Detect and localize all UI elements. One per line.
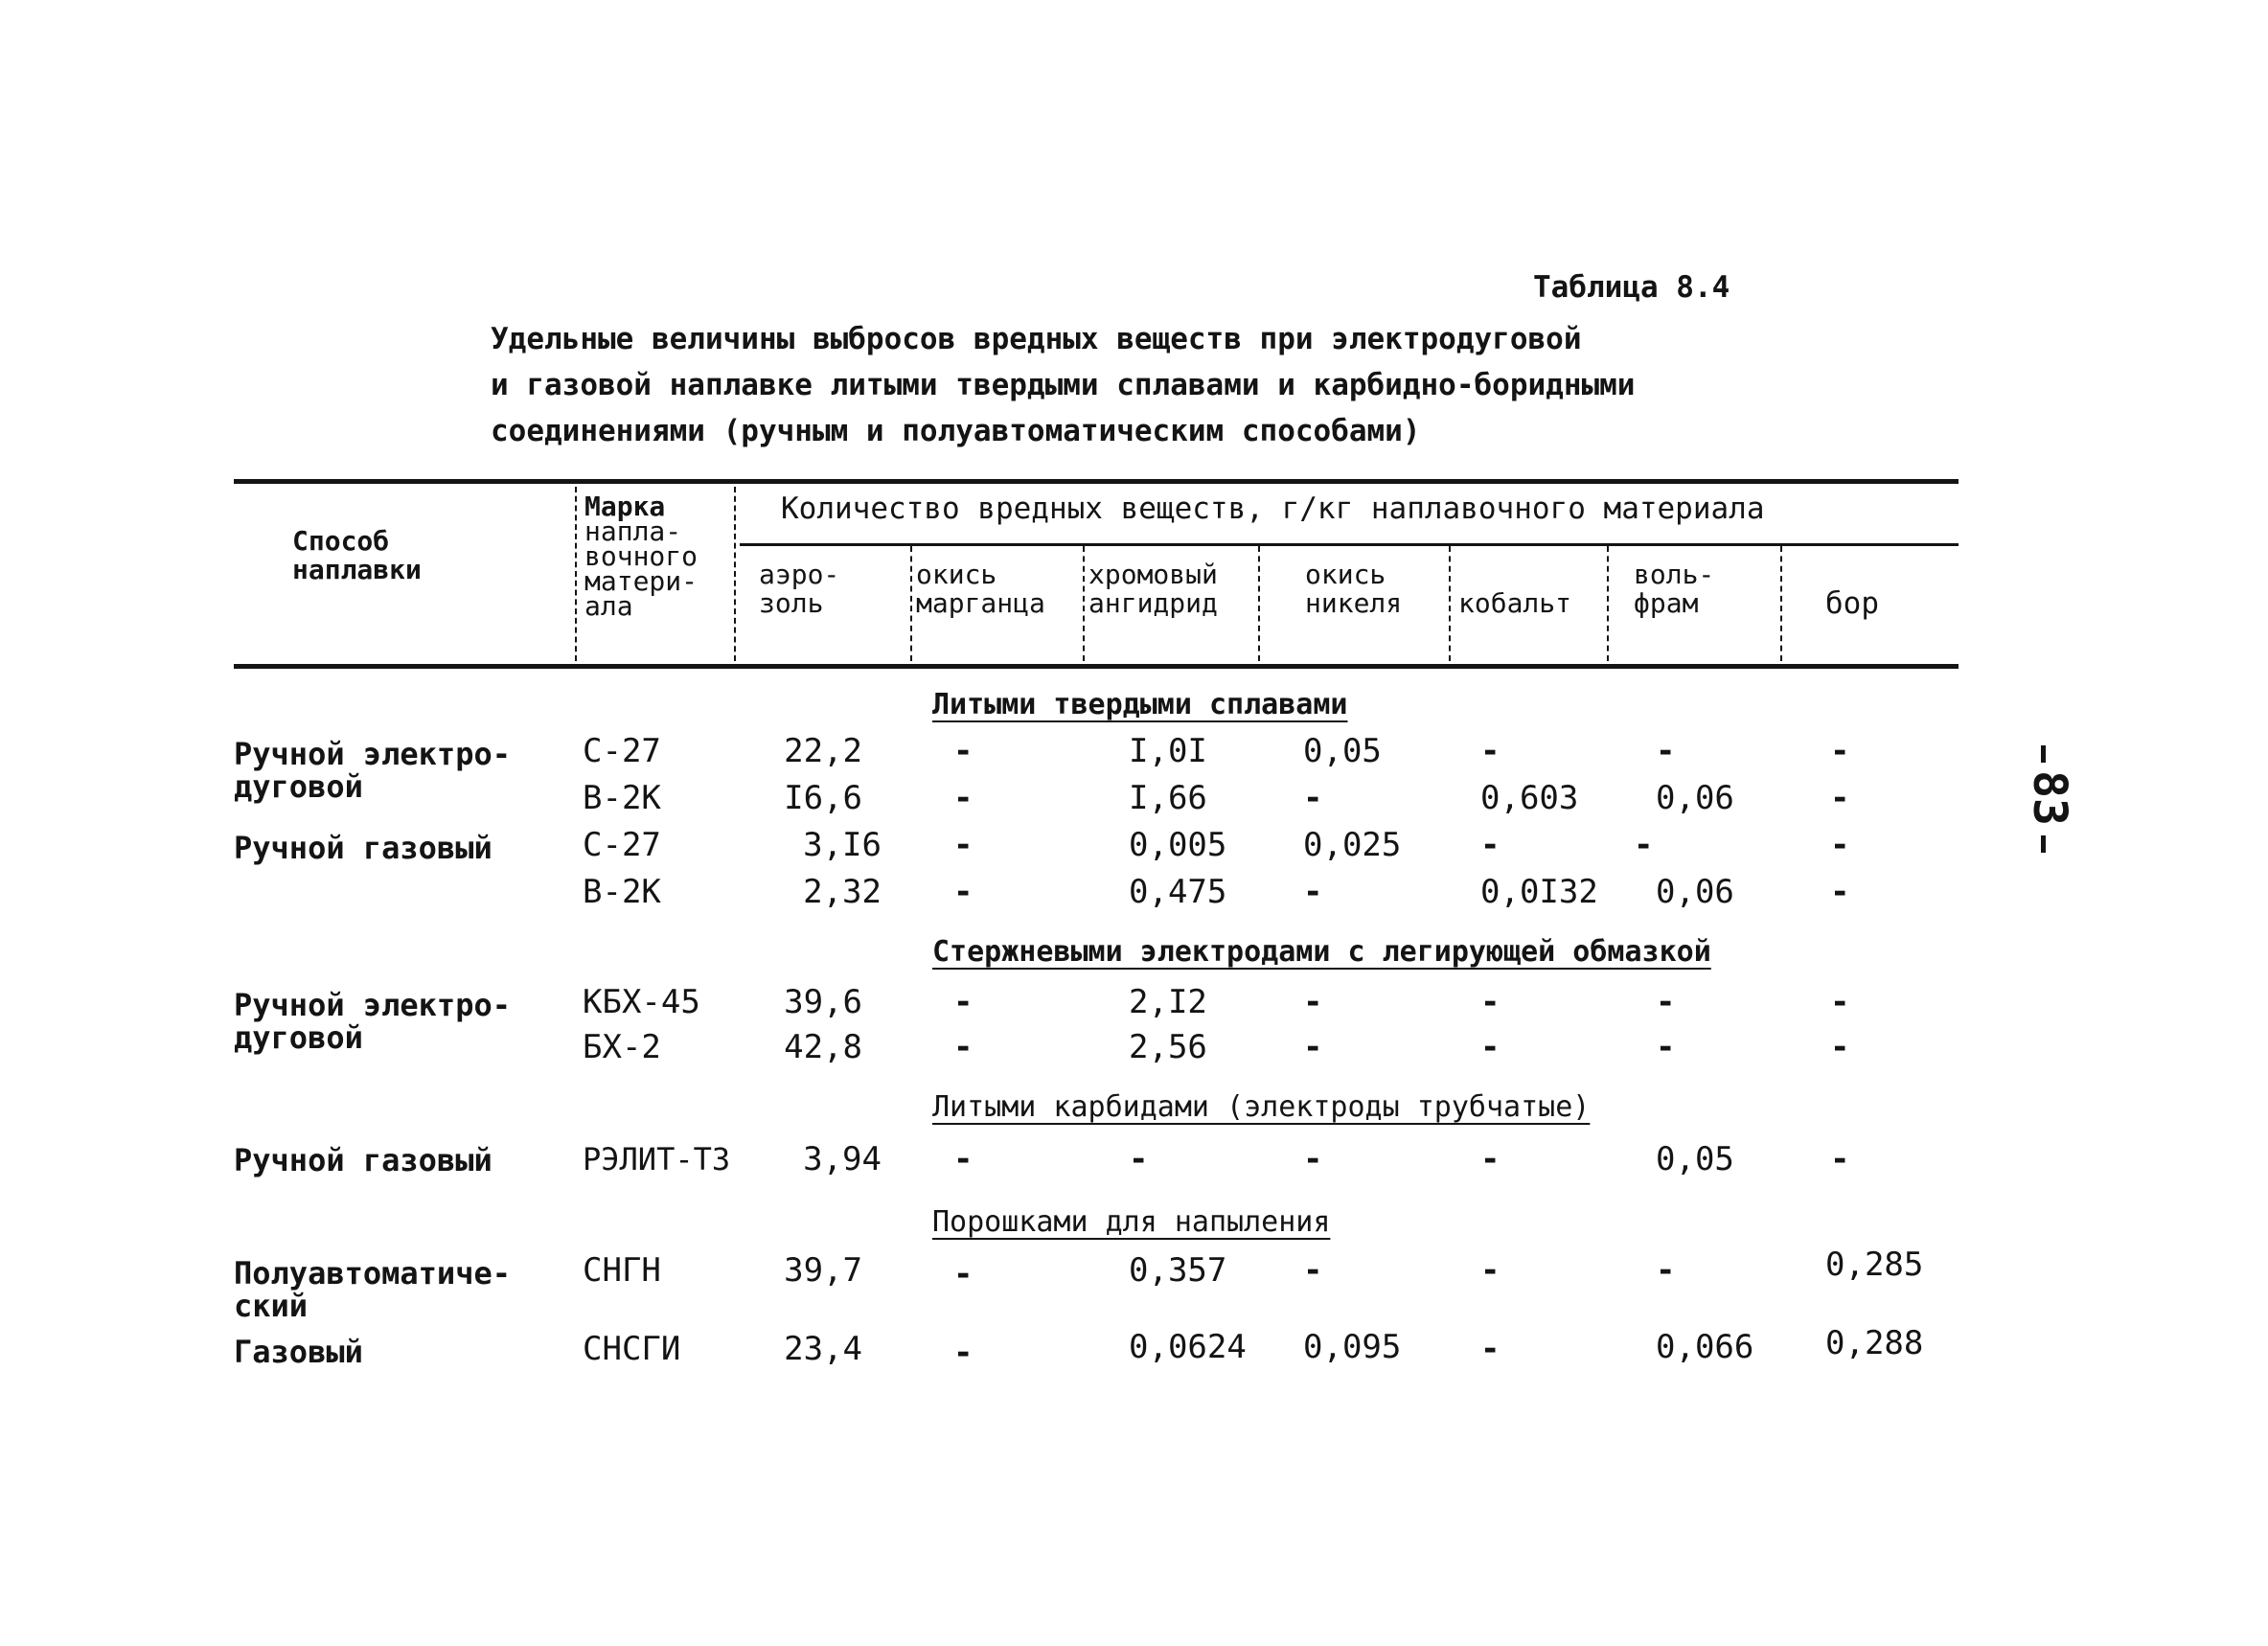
tungsten-cell: - [1656,1028,1676,1066]
aerosol-cell: 39,7 [784,1251,862,1290]
aerosol-cell: I6,6 [784,779,862,817]
nickel-cell: - [1303,873,1323,911]
grade-cell: В-2К [583,873,661,911]
header-aerosol: аэро- золь [759,559,840,619]
nickel-cell: - [1303,1251,1323,1290]
aerosol-cell: 23,4 [784,1330,862,1368]
aerosol-cell: 3,94 [803,1140,882,1178]
cobalt-cell: - [1480,1028,1501,1066]
chromium-cell: 2,I2 [1129,983,1207,1021]
manganese-cell: - [953,1334,974,1372]
page-number: 83 [2022,770,2076,826]
chromium-cell: 0,475 [1129,873,1227,911]
chromium-cell: I,0I [1129,732,1207,770]
col-separator [734,487,736,661]
header-nickel: окись никеля [1305,559,1403,619]
caption-line: Удельные величины выбросов вредных веществ при электродуговой [491,322,1582,356]
tungsten-cell: - [1656,1251,1676,1290]
method-label: Ручной газовый [234,830,493,866]
tungsten-cell: 0,06 [1656,779,1734,817]
method-label: Ручной электро- дуговой [234,736,511,805]
manganese-cell: - [953,873,974,911]
header-subdivider [740,543,1959,546]
col-separator [910,546,912,661]
manganese-cell: - [953,732,974,770]
tungsten-cell: 0,06 [1656,873,1734,911]
col-separator [1780,546,1782,661]
header-boron: бор [1825,586,1879,621]
page-number-tick [2041,745,2046,763]
cobalt-cell: - [1480,1140,1501,1178]
section-title: Литыми твердыми сплавами [932,688,1348,721]
aerosol-cell: 2,32 [803,873,882,911]
method-label: Ручной газовый [234,1142,493,1178]
nickel-cell: - [1303,983,1323,1021]
cobalt-cell: - [1480,983,1501,1021]
grade-cell: В-2К [583,779,661,817]
boron-cell: 0,288 [1825,1324,1924,1362]
grade-cell: БХ-2 [583,1028,661,1066]
manganese-cell: - [953,1028,974,1066]
aerosol-cell: 42,8 [784,1028,862,1066]
tungsten-cell: - [1656,732,1676,770]
aerosol-cell: 22,2 [784,732,862,770]
col-separator [1258,546,1260,661]
grade-cell: КБХ-45 [583,983,700,1021]
chromium-cell: I,66 [1129,779,1207,817]
grade-cell: С-27 [583,826,661,864]
cobalt-cell: 0,603 [1480,779,1579,817]
tungsten-cell: 0,05 [1656,1140,1734,1178]
cobalt-cell: - [1480,826,1501,864]
caption-line: и газовой наплавке литыми твердыми сплавами и карбидно-боридными [491,368,1636,402]
aerosol-cell: 39,6 [784,983,862,1021]
header-cobalt: кобальт [1458,587,1572,619]
tungsten-cell: - [1634,826,1654,864]
manganese-cell: - [953,1140,974,1178]
header-chromium: хромовый ангидрид [1088,559,1218,619]
tungsten-cell: - [1656,983,1676,1021]
section-title: Порошками для напыления [932,1205,1331,1239]
header-tungsten: воль- фрам [1634,559,1715,619]
col-separator [575,487,577,661]
manganese-cell: - [953,826,974,864]
page-number-tick [2041,835,2046,853]
grade-cell: РЭЛИТ-ТЗ [583,1141,731,1177]
chromium-cell: 2,56 [1129,1028,1207,1066]
header-grade: Марка напла- вочного матери- ала [584,491,699,622]
nickel-cell: 0,095 [1303,1328,1402,1366]
chromium-cell: 0,357 [1129,1251,1227,1290]
caption-line: соединениями (ручным и полуавтоматическим способами) [491,414,1421,448]
manganese-cell: - [953,1255,974,1293]
table-number: Таблица 8.4 [1533,270,1730,305]
chromium-cell: 0,0624 [1129,1328,1247,1366]
col-separator [1607,546,1609,661]
boron-cell: - [1830,1028,1850,1066]
section-title: Литыми карбидами (электроды трубчатые) [932,1090,1591,1124]
manganese-cell: - [953,779,974,817]
method-label: Ручной электро- дуговой [234,987,511,1056]
chromium-cell: 0,005 [1129,826,1227,864]
chromium-cell: - [1129,1140,1149,1178]
boron-cell: - [1830,873,1850,911]
col-separator [1083,546,1085,661]
grade-cell: СНГН [583,1251,661,1290]
boron-cell: - [1830,732,1850,770]
boron-cell: - [1830,1140,1850,1178]
table-caption [491,316,1832,454]
header-bottom-rule [234,664,1959,669]
section-title: Стержневыми электродами с легирующей обмазкой [932,935,1711,969]
grade-cell: СНСГИ [583,1330,681,1368]
cobalt-cell: - [1480,732,1501,770]
cobalt-cell: - [1480,1330,1501,1368]
header-method: Способ наплавки [292,525,422,585]
method-label: Полуавтоматиче- ский [234,1255,511,1324]
nickel-cell: 0,05 [1303,732,1382,770]
nickel-cell: - [1303,1028,1323,1066]
tungsten-cell: 0,066 [1656,1328,1754,1366]
manganese-cell: - [953,983,974,1021]
header-manganese: окись марганца [916,559,1045,619]
col-separator [1449,546,1451,661]
nickel-cell: - [1303,1140,1323,1178]
header-top-rule [234,479,1959,484]
method-label: Газовый [234,1334,363,1370]
cobalt-cell: - [1480,1251,1501,1290]
aerosol-cell: 3,I6 [803,826,882,864]
cobalt-cell: 0,0I32 [1480,873,1598,911]
boron-cell: - [1830,826,1850,864]
nickel-cell: - [1303,779,1323,817]
grade-cell: С-27 [583,732,661,770]
boron-cell: - [1830,779,1850,817]
boron-cell: - [1830,983,1850,1021]
nickel-cell: 0,025 [1303,826,1402,864]
boron-cell: 0,285 [1825,1246,1924,1284]
header-quantity: Количество вредных веществ, г/кг наплавочного материала [781,492,1765,526]
